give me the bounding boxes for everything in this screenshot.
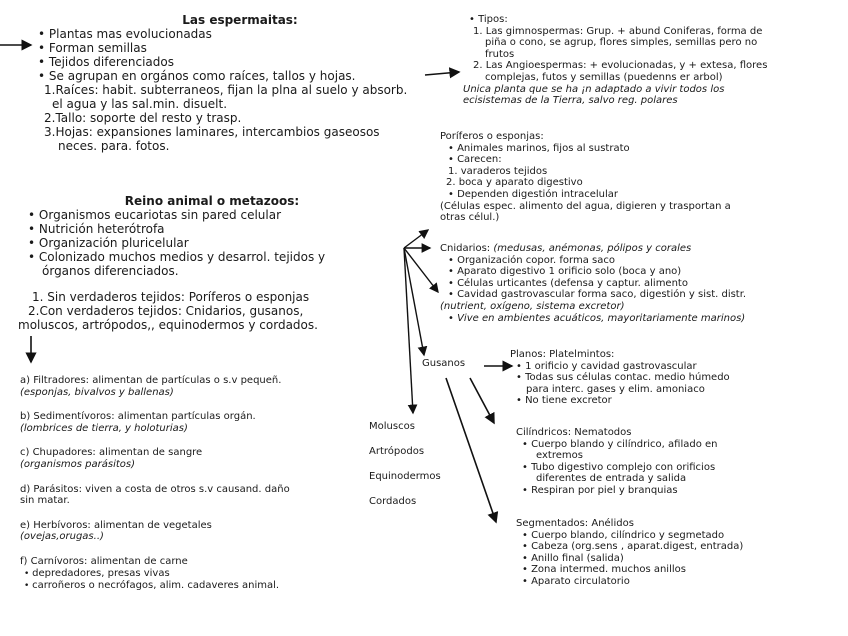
list-item: 2. boca y aparato digestivo bbox=[446, 177, 583, 189]
list-item-cont: para interc. gases y elim. amoniaco bbox=[526, 383, 705, 395]
carnivoro-item: • depredadores, presas vivas bbox=[20, 568, 380, 581]
group-item: Equinodermos bbox=[369, 471, 441, 482]
tipos-line: 2. Las Angioespermas: + evolucionadas, y + extesa, flores bbox=[473, 60, 768, 72]
organ-line: el agua y las sal.min. disuelt. bbox=[52, 97, 228, 111]
list-item: • Colonizado muchos medios y desarrol. tejidos y bbox=[28, 250, 422, 264]
class-line: 1. Sin verdaderos tejidos: Poríferos o esponjas bbox=[32, 290, 310, 304]
segmentados-section bbox=[516, 518, 841, 588]
tipos-line: piña o cono, se agrup, flores simples, semillas pero no bbox=[485, 37, 758, 49]
tipos-note: ecisistemas de la Tierra, salvo reg. polares bbox=[463, 95, 678, 107]
alimentacion-list bbox=[20, 375, 380, 593]
class-line: moluscos, artrópodos,, equinodermos y cordados. bbox=[18, 318, 318, 332]
tipos-line: frutos bbox=[485, 48, 515, 60]
class-line: 2.Con verdaderos tejidos: Cnidarios, gusanos, bbox=[28, 304, 304, 318]
alim-example: (esponjas, bivalvos y ballenas) bbox=[20, 386, 174, 398]
list-item: • Organización pluricelular bbox=[28, 236, 422, 250]
list-item-cont: extremos bbox=[536, 450, 583, 462]
groups-list bbox=[369, 421, 469, 508]
list-item: • Aparato circulatorio bbox=[516, 576, 841, 588]
carnivoro-item: • carroñeros o necrófagos, alim. cadaveres animal. bbox=[20, 580, 380, 593]
list-item: • Cavidad gastrovascular forma saco, digestión y sist. distr. bbox=[440, 289, 845, 301]
alim-text: e) Herbívoros: alimentan de vegetales bbox=[20, 519, 212, 531]
alim-text: c) Chupadores: alimentan de sangre bbox=[20, 447, 203, 459]
alim-example: (ovejas,orugas..) bbox=[20, 531, 104, 543]
tipos-note: Unica planta que se ha ¡n adaptado a vivir todos los bbox=[463, 83, 725, 95]
list-item: • Cuerpo blando, cilíndrico y segmetado bbox=[516, 530, 841, 542]
list-item: • Anillo final (salida) bbox=[516, 553, 841, 565]
group-item: Cordados bbox=[369, 496, 417, 507]
planos-section bbox=[510, 349, 840, 407]
cnidarios-section bbox=[440, 243, 845, 324]
list-item: • Nutrición heterótrofa bbox=[28, 222, 422, 236]
organ-line: 3.Hojas: expansiones laminares, intercambios gaseosos bbox=[44, 125, 380, 139]
list-item: • Organismos eucariotas sin pared celular bbox=[28, 208, 422, 222]
tipos-line: 1. Las gimnospermas: Grup. + abund Coniferas, forma de bbox=[473, 25, 763, 37]
list-item: • Células urticantes (defensa y captur. alimento bbox=[440, 278, 845, 290]
cilindricos-title: Cilíndricos: Nematodos bbox=[516, 427, 632, 438]
planos-title: Planos: Platelmintos: bbox=[510, 349, 615, 360]
alim-example: (organismos parásitos) bbox=[20, 458, 136, 470]
list-item: • Zona intermed. muchos anillos bbox=[516, 564, 841, 576]
organ-line: 1.Raíces: habit. subterraneos, fijan la plna al suelo y absorb. bbox=[44, 83, 408, 97]
tipos-section bbox=[463, 14, 843, 107]
alim-text: d) Parásitos: viven a costa de otros s.v causand. daño bbox=[20, 483, 290, 495]
poriferos-section bbox=[440, 131, 840, 224]
list-item: • 1 orificio y cavidad gastrovascular bbox=[510, 361, 840, 373]
cilindricos-section bbox=[516, 427, 841, 497]
cnidarios-title-note: (medusas, anémonas, pólipos y corales bbox=[493, 243, 692, 254]
list-item: 1. varaderos tejidos bbox=[448, 165, 548, 177]
alim-text: a) Filtradores: alimentan de partículas o s.v pequeñ. bbox=[20, 375, 282, 386]
poriferos-note: otras célul.) bbox=[440, 212, 500, 224]
reino-title: Reino animal o metazoos: bbox=[124, 194, 300, 208]
arrow-to-cilindricos bbox=[470, 378, 494, 423]
group-item: Moluscos bbox=[369, 421, 415, 432]
cnidarios-note: (nutrient, oxígeno, sistema excretor) bbox=[440, 300, 625, 312]
list-item: • No tiene excretor bbox=[510, 395, 840, 407]
list-item: • Plantas mas evolucionadas bbox=[38, 27, 440, 41]
list-item: • Vive en ambientes acuáticos, mayoritariamente marinos) bbox=[440, 313, 845, 325]
gusanos-label: Gusanos bbox=[422, 358, 466, 369]
list-item: • Se agrupan en orgános como raíces, tallos y hojas. bbox=[38, 69, 440, 83]
alim-text: f) Carnívoros: alimentan de carne bbox=[20, 555, 188, 567]
organ-line: 2.Tallo: soporte del resto y trasp. bbox=[44, 111, 242, 125]
poriferos-note: (Células espec. alimento del agua, digieren y trasportan a bbox=[440, 200, 731, 212]
segmentados-title: Segmentados: Anélidos bbox=[516, 518, 634, 529]
list-item: • Forman semillas bbox=[38, 41, 440, 55]
organ-line: neces. para. fotos. bbox=[58, 139, 170, 153]
cnidarios-title: Cnidarios: bbox=[440, 243, 491, 254]
list-item: • Aparato digestivo 1 orificio solo (boca y ano) bbox=[440, 266, 845, 278]
alim-example: (lombrices de tierra, y holoturias) bbox=[20, 422, 188, 434]
group-item: Artrópodos bbox=[369, 446, 425, 457]
list-item: • Tejidos diferenciados bbox=[38, 55, 440, 69]
list-item: • Dependen digestión intracelular bbox=[440, 189, 840, 201]
reino-animal-section bbox=[18, 194, 422, 332]
cnidarios-title-row bbox=[440, 243, 845, 255]
espermaitas-title: Las espermaitas: bbox=[182, 13, 298, 27]
list-item: • Cuerpo blando y cilíndrico, afilado en bbox=[516, 439, 841, 451]
list-item: • Carecen: bbox=[440, 154, 840, 166]
list-item: • Animales marinos, fijos al sustrato bbox=[440, 143, 840, 155]
poriferos-title: Poríferos o esponjas: bbox=[440, 131, 544, 142]
tipos-line: complejas, futos y semillas (puedenns er arbol) bbox=[485, 71, 723, 83]
list-item: • Cabeza (org.sens , aparat.digest, entrada) bbox=[516, 541, 841, 553]
alim-text: b) Sedimentívoros: alimentan partículas orgán. bbox=[20, 411, 256, 423]
list-item: • Tubo digestivo complejo con orificios bbox=[516, 462, 841, 474]
list-item-cont: órganos diferenciados. bbox=[42, 264, 179, 278]
list-item-cont: diferentes de entrada y salida bbox=[536, 473, 687, 485]
list-item: • Respiran por piel y branquias bbox=[516, 485, 841, 497]
espermaitas-section bbox=[20, 13, 440, 153]
alim-example: sin matar. bbox=[20, 495, 70, 507]
list-item: • Todas sus células contac. medio húmedo bbox=[510, 372, 840, 384]
list-item: • Organización copor. forma saco bbox=[440, 255, 845, 267]
tipos-title: • Tipos: bbox=[463, 14, 843, 26]
